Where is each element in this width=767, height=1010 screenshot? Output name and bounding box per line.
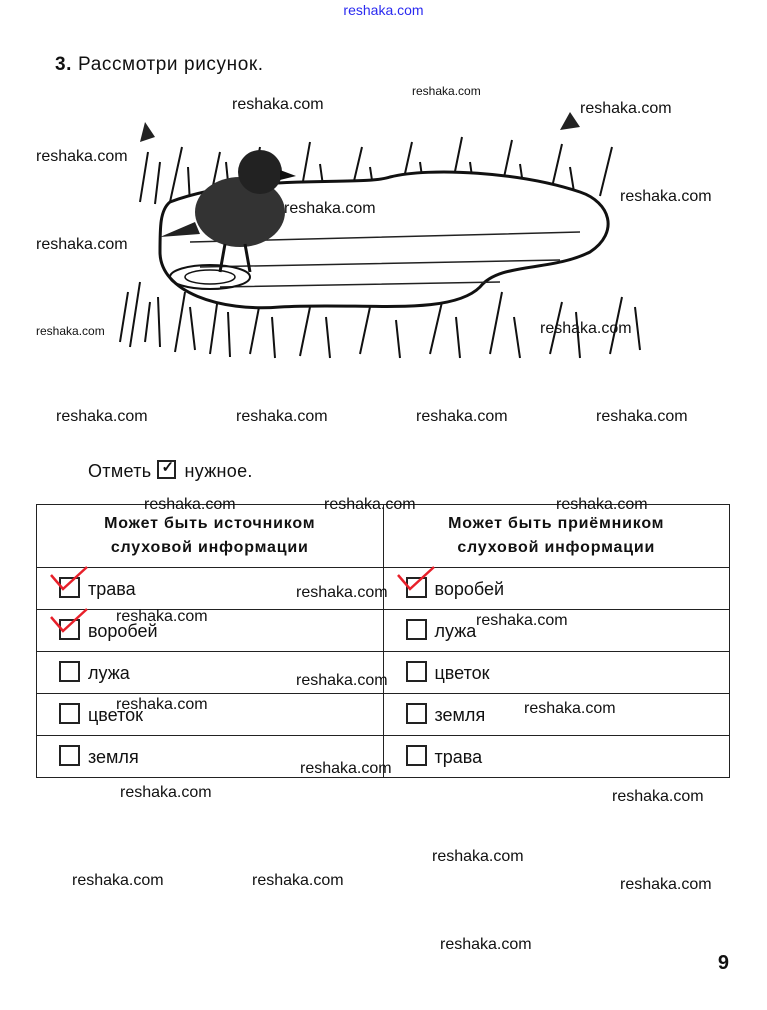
checkbox[interactable] [59, 661, 80, 682]
instruction-before: Отметь [88, 461, 152, 481]
watermark: reshaka.com [252, 872, 344, 889]
watermark: reshaka.com [556, 496, 648, 513]
option-label: лужа [434, 621, 477, 641]
checkbox[interactable] [59, 703, 80, 724]
receiver-row-3 [383, 652, 730, 694]
checkbox[interactable] [59, 619, 80, 640]
answer-table [36, 504, 730, 778]
watermark: reshaka.com [416, 408, 508, 425]
watermark: reshaka.com [116, 608, 208, 625]
watermark: reshaka.com [540, 320, 632, 337]
watermark: reshaka.com [412, 84, 481, 98]
watermark: reshaka.com [620, 876, 712, 893]
checkbox[interactable] [406, 661, 427, 682]
source-row-2 [37, 610, 384, 652]
watermark: reshaka.com [36, 236, 128, 253]
watermark: reshaka.com [36, 324, 105, 338]
watermark: reshaka.com [612, 788, 704, 805]
watermark: reshaka.com [432, 848, 524, 865]
watermark: reshaka.com [236, 408, 328, 425]
option-label: воробей [88, 621, 158, 641]
watermark: reshaka.com [36, 148, 128, 165]
sparrow-puddle-illustration [100, 92, 670, 392]
checkbox[interactable] [406, 745, 427, 766]
option-label: лужа [88, 663, 130, 683]
watermark: reshaka.com [120, 784, 212, 801]
source-row-4 [37, 694, 384, 736]
checkbox[interactable] [406, 703, 427, 724]
checkbox[interactable] [406, 577, 427, 598]
column-header-receiver: Может быть приёмником слуховой информации [383, 505, 730, 568]
option-label: трава [434, 747, 483, 767]
watermark: reshaka.com [284, 200, 376, 217]
red-check-mark-icon [47, 605, 91, 641]
page-number: 9 [717, 952, 729, 974]
option-label: земля [434, 705, 486, 725]
watermark: reshaka.com [296, 672, 388, 689]
watermark: reshaka.com [300, 760, 392, 777]
checkbox[interactable] [406, 619, 427, 640]
watermark: reshaka.com [620, 188, 712, 205]
option-label: цветок [88, 705, 144, 725]
watermark: reshaka.com [72, 872, 164, 889]
checked-box-icon: ✓ [157, 460, 176, 479]
top-watermark: reshaka.com [343, 2, 424, 18]
instruction-after: нужное. [184, 461, 253, 481]
option-label: трава [88, 579, 136, 599]
receiver-row-1 [383, 568, 730, 610]
task-title [55, 54, 264, 76]
watermark: reshaka.com [144, 496, 236, 513]
watermark: reshaka.com [232, 96, 324, 113]
watermark: reshaka.com [324, 496, 416, 513]
watermark: reshaka.com [296, 584, 388, 601]
instruction [88, 460, 253, 482]
flower-icon [140, 112, 580, 142]
option-label: воробей [434, 579, 505, 599]
watermark: reshaka.com [580, 100, 672, 117]
option-label: цветок [434, 663, 490, 683]
option-label: земля [88, 747, 139, 767]
checkbox[interactable] [59, 745, 80, 766]
red-check-mark-icon [47, 563, 91, 599]
red-check-mark-icon [394, 563, 438, 599]
column-header-source: Может быть источником слуховой информации [37, 505, 384, 568]
watermark: reshaka.com [440, 936, 532, 953]
watermark: reshaka.com [596, 408, 688, 425]
watermark: reshaka.com [476, 612, 568, 629]
task-text: Рассмотри рисунок. [78, 54, 264, 75]
watermark: reshaka.com [56, 408, 148, 425]
watermark: reshaka.com [116, 696, 208, 713]
watermark: reshaka.com [524, 700, 616, 717]
receiver-row-5 [383, 736, 730, 778]
task-number: 3. [55, 54, 73, 75]
checkbox[interactable] [59, 577, 80, 598]
